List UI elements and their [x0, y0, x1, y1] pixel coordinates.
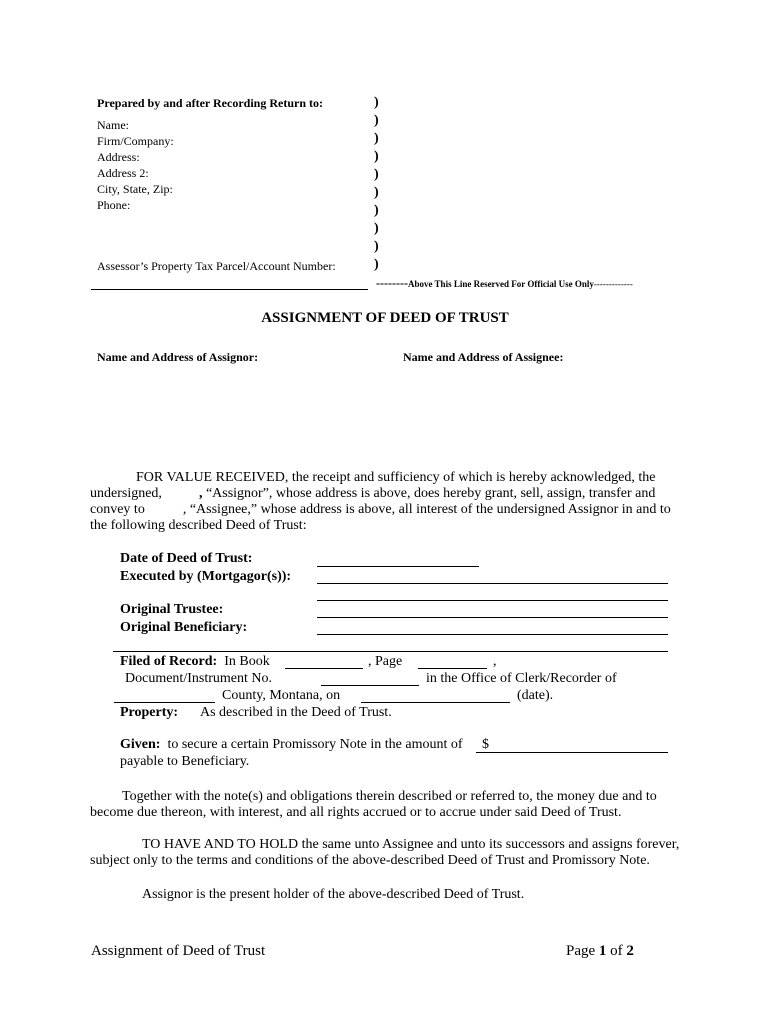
document-number-line: [321, 685, 419, 686]
county-line: [114, 702, 215, 703]
executed-by-line-2: [317, 600, 668, 601]
page-label: , Page: [368, 654, 403, 669]
return-phone-label: Phone:: [97, 198, 131, 212]
executed-by-line: [317, 583, 668, 584]
parcel-number-label: Assessor’s Property Tax Parcel/Account Number:: [97, 259, 336, 273]
intro-line-2: undersigned, , “Assignor”, whose address is above, does hereby grant, sell, assign, transfer and: [90, 486, 656, 501]
bracket-paren: ): [374, 185, 379, 200]
date-of-deed-label: Date of Deed of Trust:: [120, 551, 253, 566]
return-address2-label: Address 2:: [97, 166, 149, 180]
filed-of-record-row: Filed of Record: In Book: [120, 654, 270, 669]
return-address-label: Address:: [97, 150, 140, 164]
intro-line-4: the following described Deed of Trust:: [90, 518, 307, 533]
footer-page-number: Page 1 of 2: [566, 943, 634, 959]
original-trustee-line: [317, 617, 668, 618]
bracket-paren: ): [374, 113, 379, 128]
original-trustee-label: Original Trustee:: [120, 602, 224, 617]
document-title: ASSIGNMENT OF DEED OF TRUST: [261, 310, 509, 326]
executed-by-label: Executed by (Mortgagor(s)):: [120, 569, 292, 584]
bracket-paren: ): [374, 95, 379, 110]
property-description: As described in the Deed of Trust.: [200, 705, 392, 720]
record-date-label: (date).: [517, 688, 554, 703]
amount-dollar-sign: $: [482, 737, 489, 752]
amount-line: [476, 752, 668, 753]
together-paragraph: Together with the note(s) and obligations therein described or referred to, the money due and to become due thereon, with interest, and all rights accrued or to accrue under said Deed of Trust.: [90, 789, 657, 820]
page-number-line: [418, 668, 487, 669]
official-use-notice: --------Above This Line Reserved For Official Use Only-------------: [376, 276, 633, 290]
bracket-paren: ): [374, 221, 379, 236]
document-number-label: Document/Instrument No.: [125, 671, 272, 686]
footer-document-name: Assignment of Deed of Trust: [91, 943, 266, 959]
assignor-label: Name and Address of Assignor:: [97, 350, 259, 364]
holder-paragraph: Assignor is the present holder of the above-described Deed of Trust.: [142, 887, 525, 902]
prepared-by-heading: Prepared by and after Recording Return to:: [97, 96, 323, 110]
bracket-paren: ): [374, 149, 379, 164]
record-comma: ,: [493, 654, 497, 669]
return-name-label: Name:: [97, 118, 129, 132]
record-date-line: [361, 702, 510, 703]
parcel-number-line: [91, 289, 368, 290]
section-separator-line: [113, 651, 668, 652]
property-label: Property:: [120, 705, 179, 720]
given-row: Given: to secure a certain Promissory Note in the amount of: [120, 737, 463, 752]
return-city-label: City, State, Zip:: [97, 182, 173, 196]
clerk-office-text: in the Office of Clerk/Recorder of: [426, 671, 617, 686]
return-firm-label: Firm/Company:: [97, 134, 174, 148]
bracket-paren: ): [374, 257, 379, 272]
intro-line-3: convey to , “Assignee,” whose address is above, all interest of the undersigned Assignor in and to: [90, 502, 671, 517]
assignee-label: Name and Address of Assignee:: [403, 350, 564, 364]
payable-text: payable to Beneficiary.: [120, 754, 250, 769]
bracket-paren: ): [374, 131, 379, 146]
intro-line-1: FOR VALUE RECEIVED, the receipt and sufficiency of which is hereby acknowledged, the: [136, 470, 656, 485]
bracket-paren: ): [374, 239, 379, 254]
bracket-paren: ): [374, 203, 379, 218]
original-beneficiary-line: [317, 634, 668, 635]
to-have-paragraph: TO HAVE AND TO HOLD the same unto Assignee and unto its successors and assigns forever, subject only to the terms and conditions of the above-described Deed of Trust and Promissory Note.: [90, 837, 680, 868]
bracket-paren: ): [374, 167, 379, 182]
original-beneficiary-label: Original Beneficiary:: [120, 620, 248, 635]
date-of-deed-line: [317, 566, 479, 567]
book-number-line: [285, 668, 363, 669]
county-montana-text: County, Montana, on: [222, 688, 341, 703]
